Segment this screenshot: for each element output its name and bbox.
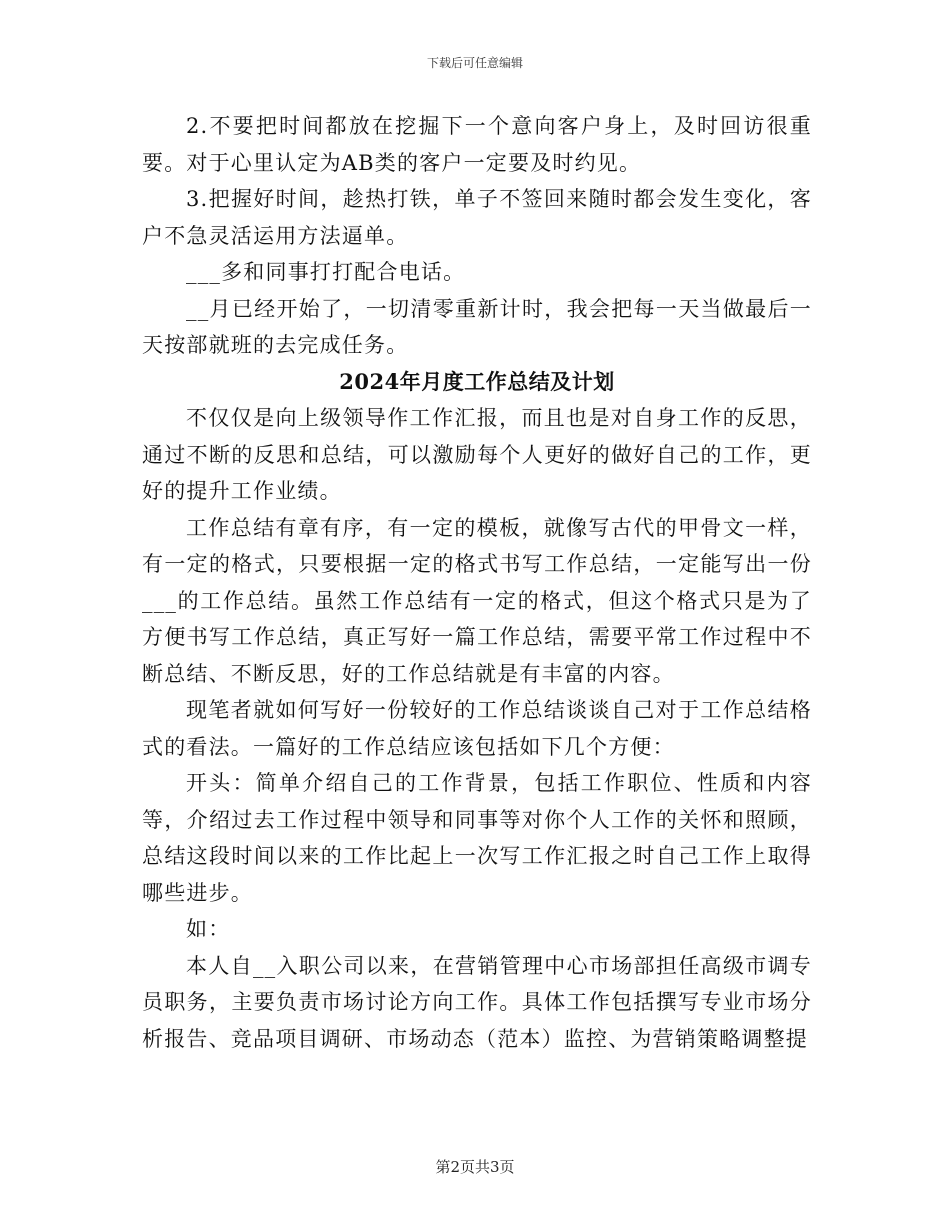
paragraph-intro: 不仅仅是向上级领导作工作汇报，而且也是对自身工作的反思，通过不断的反思和总结，可以激励每个人更好的做好自己的工作，更好的提升工作业绩。 xyxy=(142,406,812,503)
paragraph-tip-3: 3.把握好时间，趁热打铁，单子不签回来随时都会发生变化，客户不急灵活运用方法逼单。 xyxy=(142,187,812,248)
paragraph-tip-4: ___多和同事打打配合电话。 xyxy=(186,260,466,284)
paragraph-closing: __月已经开始了，一切清零重新计时，我会把每一天当做最后一天按部就班的去完成任务。 xyxy=(142,296,812,357)
section-title: 2024年月度工作总结及计划 xyxy=(339,368,615,394)
paragraph-opening: 开头：简单介绍自己的工作背景，包括工作职位、性质和内容等，介绍过去工作过程中领导和同事等对你个人工作的关怀和照顾，总结这段时间以来的工作比起上一次写工作汇报之时自己工作上取得哪些进步。 xyxy=(142,771,812,905)
paragraph-format: 工作总结有章有序，有一定的模板，就像写古代的甲骨文一样，有一定的格式，只要根据一定的格式书写工作总结，一定能写出一份___的工作总结。虽然工作总结有一定的格式，但这个格式只是为了方便书写工作总结，真正写好一篇工作总结，需要平常工作过程中不断总结、不断反思，好的工作总结就是有丰富的内容。 xyxy=(142,515,812,686)
paragraph-example-label: 如： xyxy=(186,917,231,941)
paragraph-view: 现笔者就如何写好一份较好的工作总结谈谈自己对于工作总结格式的看法。一篇好的工作总结应该包括如下几个方便： xyxy=(142,698,812,759)
paragraph-example: 本人自__入职公司以来，在营销管理中心市场部担任高级市调专员职务，主要负责市场讨论方向工作。具体工作包括撰写专业市场分析报告、竞品项目调研、市场动态（范本）监控、为营销策略调整提 xyxy=(142,953,812,1051)
page-header: 下载后可任意编辑 xyxy=(426,56,523,70)
page-footer: 第2页共3页 xyxy=(435,1158,515,1176)
document-body xyxy=(142,108,812,1057)
paragraph-tip-2: 2.不要把时间都放在挖掘下一个意向客户身上，及时回访很重要。对于心里认定为AB类的客户一定要及时约见。 xyxy=(142,114,812,175)
